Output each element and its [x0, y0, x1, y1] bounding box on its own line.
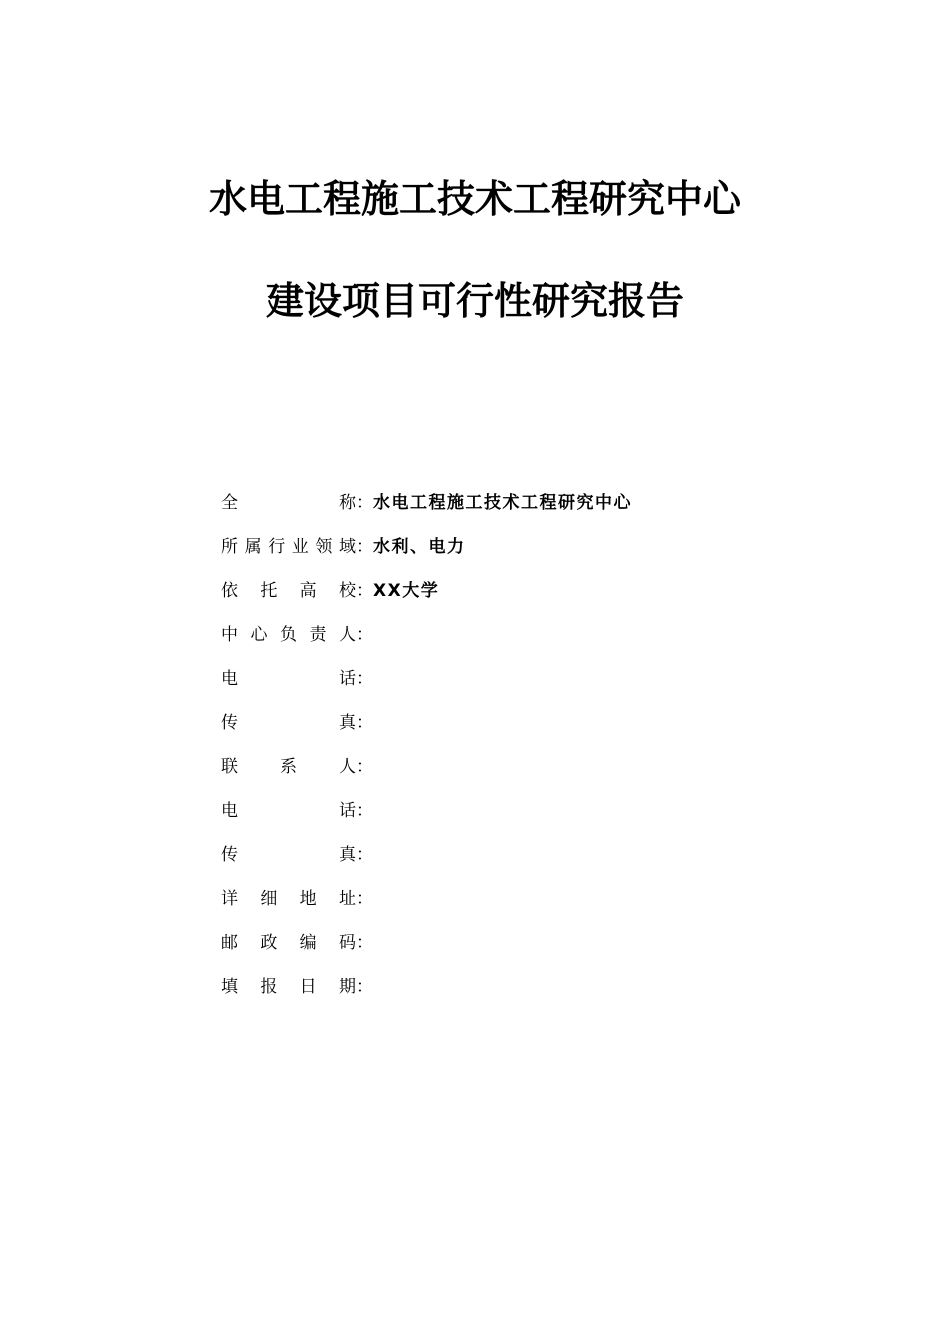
label-char: 人	[339, 756, 356, 777]
field-label	[221, 884, 356, 909]
label-char: 真	[339, 844, 356, 865]
field-contact-person	[221, 742, 741, 786]
field-fax	[221, 698, 741, 742]
field-contact-fax	[221, 830, 741, 874]
label-char: 填	[221, 976, 238, 997]
field-colon: ：	[356, 888, 373, 909]
label-char: 传	[221, 844, 238, 865]
label-char: 高	[299, 580, 317, 601]
label-char: 电	[221, 668, 238, 689]
label-char: 所	[221, 536, 238, 557]
label-char: 责	[309, 624, 327, 645]
label-char: 全	[221, 492, 238, 513]
label-char: 系	[280, 756, 297, 777]
label-char: 托	[260, 580, 278, 601]
label-char: 细	[260, 888, 278, 909]
field-colon: ：	[356, 624, 373, 645]
label-char: 属	[244, 536, 262, 557]
field-value: 水利、电力	[373, 536, 466, 557]
field-value: XX大学	[373, 580, 440, 601]
label-char: 负	[280, 624, 297, 645]
field-colon: ：	[356, 844, 373, 865]
field-label	[221, 972, 356, 997]
field-label	[221, 928, 356, 953]
field-colon: ：	[356, 756, 373, 777]
label-char: 人	[339, 624, 356, 645]
info-field-list	[221, 478, 741, 1006]
label-char: 政	[260, 932, 278, 953]
label-char: 称	[339, 492, 356, 513]
label-char: 校	[338, 580, 356, 601]
field-colon: ：	[356, 712, 373, 733]
field-report-date	[221, 962, 741, 1006]
field-label	[221, 664, 356, 689]
label-char: 业	[291, 536, 309, 557]
label-char: 报	[260, 976, 278, 997]
label-char: 址	[338, 888, 356, 909]
label-char: 期	[338, 976, 356, 997]
label-char: 邮	[221, 932, 238, 953]
label-char: 码	[338, 932, 356, 953]
document-title-line-1: 水电工程施工技术工程研究中心	[208, 177, 741, 221]
label-char: 电	[221, 800, 238, 821]
field-host-university	[221, 566, 741, 610]
label-char: 话	[339, 668, 356, 689]
label-char: 编	[299, 932, 317, 953]
field-label	[221, 620, 356, 645]
field-address	[221, 874, 741, 918]
field-colon: ：	[356, 800, 373, 821]
field-industry	[221, 522, 741, 566]
document-title-line-2: 建设项目可行性研究报告	[265, 279, 684, 323]
label-char: 行	[268, 536, 286, 557]
field-colon: ：	[356, 492, 373, 513]
label-char: 中	[221, 624, 238, 645]
label-char: 真	[339, 712, 356, 733]
field-postal-code	[221, 918, 741, 962]
field-label	[221, 796, 356, 821]
field-colon: ：	[356, 668, 373, 689]
label-char: 地	[299, 888, 317, 909]
label-char: 详	[221, 888, 238, 909]
field-contact-phone	[221, 786, 741, 830]
field-colon: ：	[356, 536, 373, 557]
field-label	[221, 532, 356, 557]
field-value: 水电工程施工技术工程研究中心	[373, 492, 632, 513]
label-char: 依	[221, 580, 238, 601]
field-label	[221, 752, 356, 777]
label-char: 领	[315, 536, 333, 557]
field-label	[221, 840, 356, 865]
label-char: 联	[221, 756, 238, 777]
label-char: 传	[221, 712, 238, 733]
label-char: 心	[250, 624, 268, 645]
field-full-name	[221, 478, 741, 522]
field-center-director	[221, 610, 741, 654]
field-colon: ：	[356, 932, 373, 953]
field-label	[221, 708, 356, 733]
field-colon: ：	[356, 580, 373, 601]
label-char: 日	[299, 976, 317, 997]
field-label	[221, 576, 356, 601]
field-colon: ：	[356, 976, 373, 997]
field-label	[221, 488, 356, 513]
field-phone	[221, 654, 741, 698]
label-char: 话	[339, 800, 356, 821]
label-char: 域	[338, 536, 356, 557]
